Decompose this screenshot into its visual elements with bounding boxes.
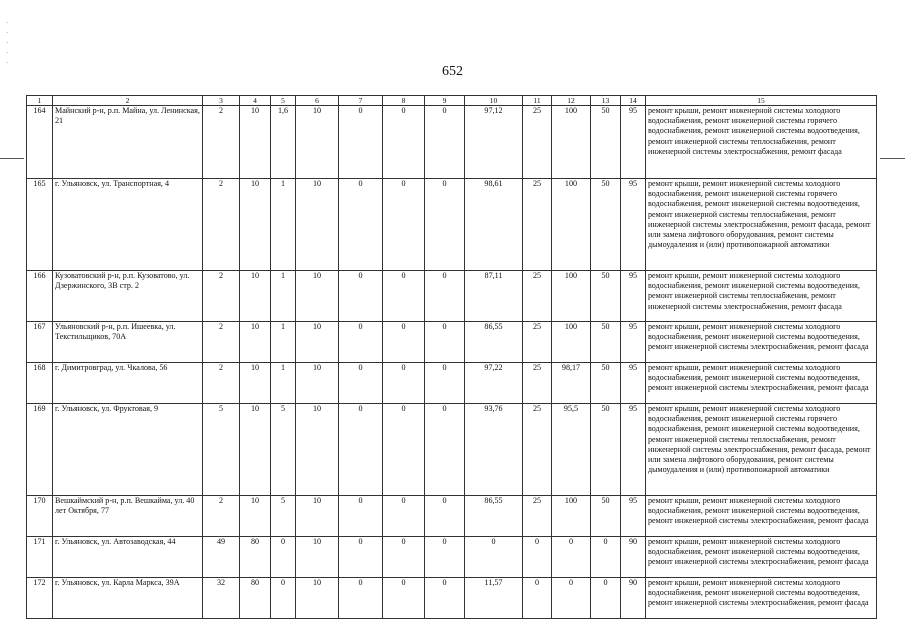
- row-number-cell: 164: [27, 106, 53, 179]
- value-cell: 11,57: [465, 578, 523, 619]
- table-row: [27, 578, 877, 619]
- table-row: [27, 271, 877, 322]
- value-cell: 0: [383, 106, 425, 179]
- value-cell: 0: [425, 363, 465, 404]
- value-cell: 10: [240, 322, 271, 363]
- value-cell: 49: [203, 537, 240, 578]
- value-cell: 5: [271, 404, 296, 496]
- value-cell: 10: [296, 322, 339, 363]
- table-row: [27, 496, 877, 537]
- column-number-row: [27, 96, 877, 106]
- value-cell: 32: [203, 578, 240, 619]
- column-header: 11: [523, 96, 552, 106]
- column-header: 1: [27, 96, 53, 106]
- value-cell: 95: [621, 322, 646, 363]
- value-cell: 1: [271, 363, 296, 404]
- table-row: [27, 404, 877, 496]
- value-cell: 90: [621, 537, 646, 578]
- value-cell: 2: [203, 322, 240, 363]
- column-header: 15: [646, 96, 877, 106]
- value-cell: 0: [523, 537, 552, 578]
- value-cell: 100: [552, 179, 591, 271]
- column-header: 4: [240, 96, 271, 106]
- address-cell: г. Ульяновск, ул. Фруктовая, 9: [53, 404, 203, 496]
- table-row: [27, 106, 877, 179]
- value-cell: 0: [425, 537, 465, 578]
- value-cell: 0: [339, 404, 383, 496]
- value-cell: 98,17: [552, 363, 591, 404]
- value-cell: 80: [240, 537, 271, 578]
- value-cell: 1: [271, 322, 296, 363]
- value-cell: 2: [203, 496, 240, 537]
- value-cell: 86,55: [465, 322, 523, 363]
- value-cell: 0: [383, 271, 425, 322]
- value-cell: 10: [296, 106, 339, 179]
- column-header: 2: [53, 96, 203, 106]
- column-header: 3: [203, 96, 240, 106]
- edge-punch-marks: · · · · ·: [6, 19, 9, 67]
- value-cell: 0: [425, 106, 465, 179]
- value-cell: 1: [271, 271, 296, 322]
- column-header: 12: [552, 96, 591, 106]
- row-number-cell: 167: [27, 322, 53, 363]
- value-cell: 0: [383, 363, 425, 404]
- address-cell: г. Димитровград, ул. Чкалова, 56: [53, 363, 203, 404]
- value-cell: 0: [271, 578, 296, 619]
- value-cell: 0: [425, 578, 465, 619]
- value-cell: 2: [203, 179, 240, 271]
- value-cell: 0: [552, 578, 591, 619]
- value-cell: 10: [296, 496, 339, 537]
- works-list-cell: ремонт крыши, ремонт инженерной системы холодного водоснабжения, ремонт инженерной системы водоотведения, ремонт инженерной системы электроснабжения, ремонт фасада: [646, 322, 877, 363]
- value-cell: 86,55: [465, 496, 523, 537]
- value-cell: 93,76: [465, 404, 523, 496]
- value-cell: 10: [240, 179, 271, 271]
- works-list-cell: ремонт крыши, ремонт инженерной системы холодного водоснабжения, ремонт инженерной системы водоотведения, ремонт инженерной системы теплоснабжения, ремонт инженерной системы электроснабжения, ремонт фасада: [646, 271, 877, 322]
- value-cell: 95: [621, 363, 646, 404]
- works-list-cell: ремонт крыши, ремонт инженерной системы холодного водоснабжения, ремонт инженерной системы водоотведения, ремонт инженерной системы электроснабжения, ремонт фасада: [646, 496, 877, 537]
- address-cell: Ульяновский р-н, р.п. Ишеевка, ул. Текстильщиков, 70А: [53, 322, 203, 363]
- value-cell: 0: [339, 322, 383, 363]
- value-cell: 10: [240, 271, 271, 322]
- address-cell: Кузоватовский р-н, р.п. Кузоватово, ул. Дзержинского, 3В стр. 2: [53, 271, 203, 322]
- works-list-cell: ремонт крыши, ремонт инженерной системы холодного водоснабжения, ремонт инженерной системы горячего водоснабжения, ремонт инженерной системы водоотведения, ремонт инженерной системы теплоснабжения, ремонт инженерной системы электроснабжения, ремонт фасада, ремонт или замена лифтового оборудования, ремонт системы дымоудаления и (или) противопожарной автоматики: [646, 179, 877, 271]
- value-cell: 100: [552, 322, 591, 363]
- table-row: [27, 363, 877, 404]
- works-list-cell: ремонт крыши, ремонт инженерной системы холодного водоснабжения, ремонт инженерной системы водоотведения, ремонт инженерной системы электроснабжения, ремонт фасада: [646, 537, 877, 578]
- value-cell: 0: [339, 578, 383, 619]
- value-cell: 25: [523, 271, 552, 322]
- value-cell: 0: [383, 578, 425, 619]
- value-cell: 1,6: [271, 106, 296, 179]
- value-cell: 0: [425, 496, 465, 537]
- value-cell: 0: [425, 271, 465, 322]
- table-row: [27, 537, 877, 578]
- row-number-cell: 166: [27, 271, 53, 322]
- column-header: 9: [425, 96, 465, 106]
- value-cell: 0: [339, 106, 383, 179]
- value-cell: 0: [339, 537, 383, 578]
- value-cell: 95: [621, 404, 646, 496]
- value-cell: 10: [240, 106, 271, 179]
- column-header: 14: [621, 96, 646, 106]
- value-cell: 50: [591, 404, 621, 496]
- value-cell: 50: [591, 322, 621, 363]
- row-number-cell: 171: [27, 537, 53, 578]
- value-cell: 10: [296, 363, 339, 404]
- value-cell: 0: [591, 578, 621, 619]
- value-cell: 0: [383, 537, 425, 578]
- address-cell: Майнский р-н, р.п. Майна, ул. Ленинская, 21: [53, 106, 203, 179]
- column-header: 13: [591, 96, 621, 106]
- value-cell: 95: [621, 496, 646, 537]
- works-list-cell: ремонт крыши, ремонт инженерной системы холодного водоснабжения, ремонт инженерной системы горячего водоснабжения, ремонт инженерной системы водоотведения, ремонт инженерной системы теплоснабжения, ремонт инженерной системы электроснабжения, ремонт фасада: [646, 106, 877, 179]
- right-margin-mark: [880, 158, 905, 159]
- value-cell: 10: [240, 404, 271, 496]
- value-cell: 95: [621, 271, 646, 322]
- table-row: [27, 322, 877, 363]
- value-cell: 97,22: [465, 363, 523, 404]
- address-cell: г. Ульяновск, ул. Транспортная, 4: [53, 179, 203, 271]
- value-cell: 50: [591, 179, 621, 271]
- value-cell: 50: [591, 271, 621, 322]
- value-cell: 0: [383, 404, 425, 496]
- column-header: 5: [271, 96, 296, 106]
- value-cell: 5: [271, 496, 296, 537]
- row-number-cell: 168: [27, 363, 53, 404]
- column-header: 7: [339, 96, 383, 106]
- value-cell: 100: [552, 106, 591, 179]
- value-cell: 0: [465, 537, 523, 578]
- value-cell: 10: [296, 578, 339, 619]
- row-number-cell: 165: [27, 179, 53, 271]
- value-cell: 0: [523, 578, 552, 619]
- value-cell: 10: [240, 496, 271, 537]
- value-cell: 2: [203, 271, 240, 322]
- value-cell: 10: [296, 179, 339, 271]
- value-cell: 25: [523, 496, 552, 537]
- value-cell: 25: [523, 363, 552, 404]
- address-cell: Вешкаймский р-н, р.п. Вешкайма, ул. 40 лет Октября, 77: [53, 496, 203, 537]
- works-list-cell: ремонт крыши, ремонт инженерной системы холодного водоснабжения, ремонт инженерной системы водоотведения, ремонт инженерной системы электроснабжения, ремонт фасада: [646, 363, 877, 404]
- row-number-cell: 169: [27, 404, 53, 496]
- value-cell: 0: [383, 496, 425, 537]
- value-cell: 95,5: [552, 404, 591, 496]
- capital-repair-table: [26, 95, 877, 619]
- value-cell: 0: [339, 271, 383, 322]
- value-cell: 50: [591, 496, 621, 537]
- address-cell: г. Ульяновск, ул. Автозаводская, 44: [53, 537, 203, 578]
- value-cell: 5: [203, 404, 240, 496]
- value-cell: 0: [425, 322, 465, 363]
- value-cell: 2: [203, 363, 240, 404]
- value-cell: 25: [523, 179, 552, 271]
- value-cell: 80: [240, 578, 271, 619]
- value-cell: 100: [552, 496, 591, 537]
- value-cell: 95: [621, 106, 646, 179]
- value-cell: 0: [339, 496, 383, 537]
- value-cell: 0: [271, 537, 296, 578]
- value-cell: 100: [552, 271, 591, 322]
- value-cell: 50: [591, 363, 621, 404]
- works-list-cell: ремонт крыши, ремонт инженерной системы холодного водоснабжения, ремонт инженерной системы водоотведения, ремонт инженерной системы электроснабжения, ремонт фасада: [646, 578, 877, 619]
- value-cell: 98,61: [465, 179, 523, 271]
- column-header: 10: [465, 96, 523, 106]
- works-list-cell: ремонт крыши, ремонт инженерной системы холодного водоснабжения, ремонт инженерной системы горячего водоснабжения, ремонт инженерной системы водоотведения, ремонт инженерной системы теплоснабжения, ремонт инженерной системы электроснабжения, ремонт фасада, ремонт или замена лифтового оборудования, ремонт системы дымоудаления и (или) противопожарной автоматики: [646, 404, 877, 496]
- value-cell: 0: [425, 179, 465, 271]
- left-margin-mark: [0, 158, 24, 159]
- value-cell: 0: [591, 537, 621, 578]
- value-cell: 0: [383, 322, 425, 363]
- value-cell: 25: [523, 322, 552, 363]
- value-cell: 0: [339, 363, 383, 404]
- value-cell: 10: [240, 363, 271, 404]
- value-cell: 50: [591, 106, 621, 179]
- value-cell: 0: [383, 179, 425, 271]
- column-header: 6: [296, 96, 339, 106]
- column-header: 8: [383, 96, 425, 106]
- value-cell: 10: [296, 404, 339, 496]
- value-cell: 10: [296, 537, 339, 578]
- value-cell: 25: [523, 404, 552, 496]
- row-number-cell: 170: [27, 496, 53, 537]
- value-cell: 95: [621, 179, 646, 271]
- value-cell: 97,12: [465, 106, 523, 179]
- page-number: 652: [442, 64, 463, 79]
- value-cell: 0: [339, 179, 383, 271]
- value-cell: 90: [621, 578, 646, 619]
- value-cell: 2: [203, 106, 240, 179]
- row-number-cell: 172: [27, 578, 53, 619]
- value-cell: 25: [523, 106, 552, 179]
- value-cell: 0: [425, 404, 465, 496]
- value-cell: 10: [296, 271, 339, 322]
- address-cell: г. Ульяновск, ул. Карла Маркса, 39А: [53, 578, 203, 619]
- value-cell: 87,11: [465, 271, 523, 322]
- value-cell: 1: [271, 179, 296, 271]
- table-row: [27, 179, 877, 271]
- value-cell: 0: [552, 537, 591, 578]
